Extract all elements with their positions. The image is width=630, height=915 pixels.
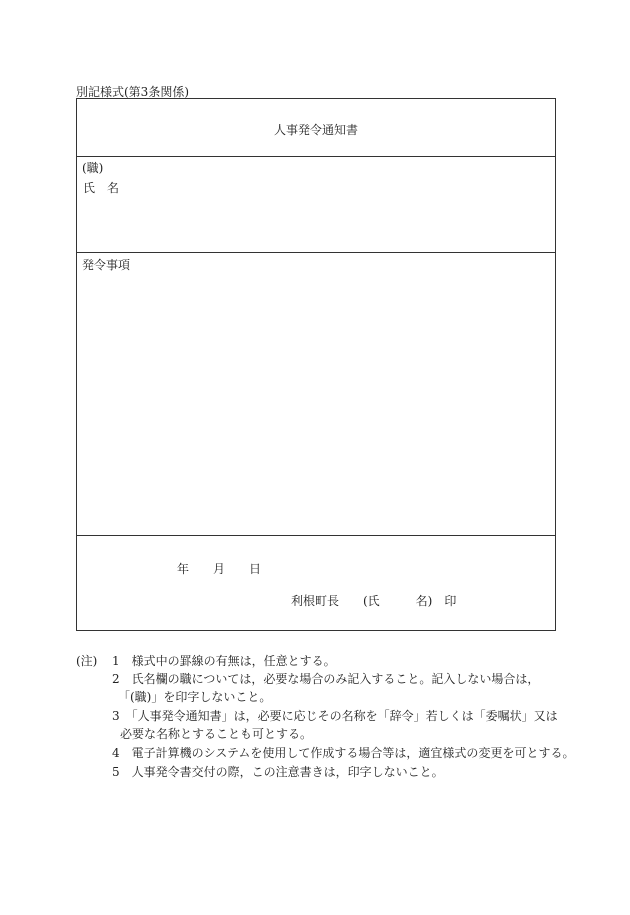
form-title: 人事発令通知書: [273, 123, 358, 137]
signer-line: 利根町長 (氏 名) 印: [291, 594, 457, 608]
note-item-4: 4 電子計算機のシステムを使用して作成する場合等は，適宜様式の変更を可とする。: [112, 746, 575, 760]
notice-form: [76, 98, 556, 631]
note-item-2-continued: 「(職)」を印字しないこと。: [118, 690, 272, 704]
matters-row: [77, 253, 555, 536]
note-item-1: 1 様式中の罫線の有無は，任意とする。: [112, 654, 336, 668]
note-item-2: 2 氏名欄の職については，必要な場合のみ記入すること。記入しない場合は，: [112, 672, 540, 686]
notes-prefix: (注): [76, 654, 98, 668]
title-row: [77, 99, 555, 157]
date-line: 年 月 日: [177, 562, 262, 576]
matters-label: 発令事項: [82, 258, 131, 272]
form-reference-label: 別記様式(第3条関係): [76, 85, 189, 99]
name-row: [77, 157, 555, 253]
position-label: (職): [82, 161, 104, 175]
note-item-3-continued: 必要な名称とすることも可とする。: [120, 727, 313, 741]
note-item-3: 3 「人事発令通知書」は，必要に応じその名称を「辞令」若しくは「委嘱状」又は: [112, 709, 558, 723]
signature-row: [77, 536, 555, 630]
note-item-5: 5 人事発令書交付の際，この注意書きは，印字しないこと。: [112, 765, 444, 779]
name-label: 氏 名: [83, 181, 120, 195]
